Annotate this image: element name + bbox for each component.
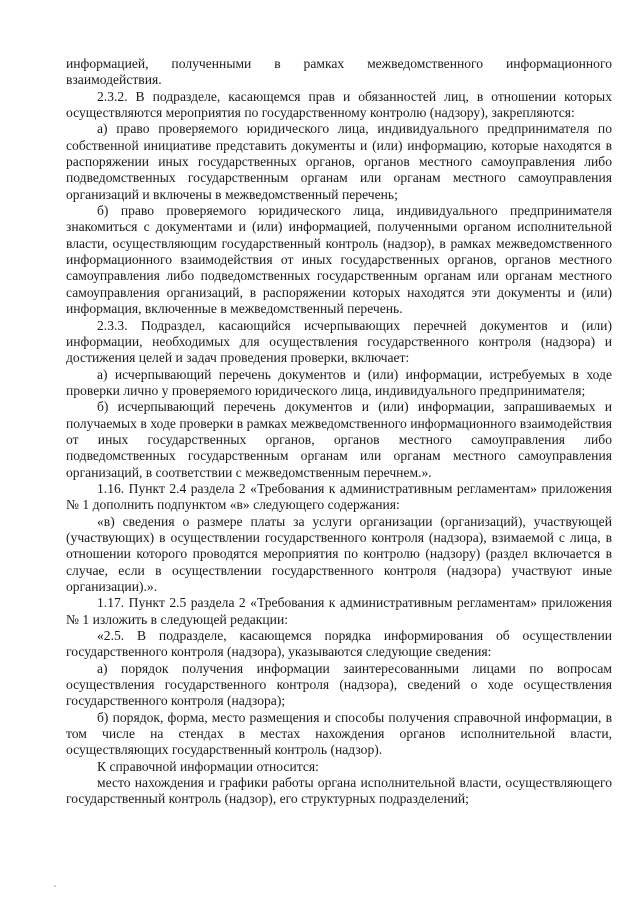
paragraph-2-5-a: а) порядок получения информации заинтересованными лицами по вопросам осуществления государственного контроля (надзора), сведений о ходе осуществления государственного контроля (надзора); bbox=[66, 660, 612, 709]
paragraph-2-5: «2.5. В подразделе, касающемся порядка информирования об осуществлении государственного контроля (надзора), указываются следующие сведения: bbox=[66, 628, 612, 660]
paragraph-2-5-b: б) порядок, форма, место размещения и способы получения справочной информации, в том числе на стендах в местах нахождения органов исполнительной власти, осуществляющих государственный контроль (надзор). bbox=[66, 709, 612, 758]
paragraph-2-3-2-b: б) право проверяемого юридического лица, индивидуального предпринимателя знакомиться с документами и (или) информацией, полученными органом исполнительной власти, осуществляющим государственный контроль (надзор), в рамках межведомственного информационного взаимодействия от иных государственных органов, органов местного самоуправления либо подведомственных государственным органам или органам местного самоуправления организаций, в распоряжении которых находятся эти документы и (или) информация, включенные в межведомственный перечень. bbox=[66, 203, 612, 317]
paragraph-reference-info: К справочной информации относится: bbox=[97, 758, 319, 774]
paragraph-2-3-2: 2.3.2. В подразделе, касающемся прав и обязанностей лиц, в отношении которых осуществляются мероприятия по государственному контролю (надзору), закрепляются: bbox=[66, 88, 612, 121]
paragraph-continuation: информацией, полученными в рамках межведомственного информационного взаимодействия. bbox=[66, 56, 612, 88]
document-page bbox=[66, 56, 612, 808]
paragraph-2-3-2-a: а) право проверяемого юридического лица, индивидуального предпринимателя по собственной инициативе представить документы и (или) информацию, которые находятся в распоряжении иных государственных органов, органов местного самоуправления либо подведомственных государственным органам или органам местного самоуправления организаций и включены в межведомственный перечень; bbox=[66, 121, 612, 202]
paragraph-2-3-3-a: а) исчерпывающий перечень документов и (или) информации, истребуемых в ходе проверки лично у проверяемого юридического лица, индивидуального предпринимателя; bbox=[66, 366, 612, 398]
paragraph-2-3-3-b: б) исчерпывающий перечень документов и (или) информации, запрашиваемых и получаемых в ходе проверки в рамках межведомственного информационного взаимодействия от иных государственных органов, органов местного самоуправления либо подведомственных государственным органам или органам местного самоуправления организаций, в соответствии с межведомственным перечнем.». bbox=[66, 399, 612, 480]
paragraph-2-3-3: 2.3.3. Подраздел, касающийся исчерпывающих перечней документов и (или) информации, необходимых для осуществления государственного контроля (надзора) и достижения целей и задач проведения проверки, включает: bbox=[66, 317, 612, 366]
paragraph-1-17: 1.17. Пункт 2.5 раздела 2 «Требования к административным регламентам» приложения № 1 изложить в следующей редакции: bbox=[66, 595, 612, 627]
paragraph-1-16-v: «в) сведения о размере платы за услуги организации (организаций), участвующей (участвующих) в осуществлении государственного контроля (надзора), взимаемой с лица, в отношении которого проводятся мероприятия по контролю (надзору) (раздел включается в случае, если в осуществлении государственного контроля (надзора) участвуют иные организации).». bbox=[66, 513, 612, 594]
scan-artifact bbox=[54, 885, 56, 887]
paragraph-location-schedule: место нахождения и графики работы органа исполнительной власти, осуществляющего государственный контроль (надзор), его структурных подразделений; bbox=[66, 775, 612, 807]
paragraph-1-16: 1.16. Пункт 2.4 раздела 2 «Требования к административным регламентам» приложения № 1 дополнить подпунктом «в» следующего содержания: bbox=[66, 480, 612, 513]
